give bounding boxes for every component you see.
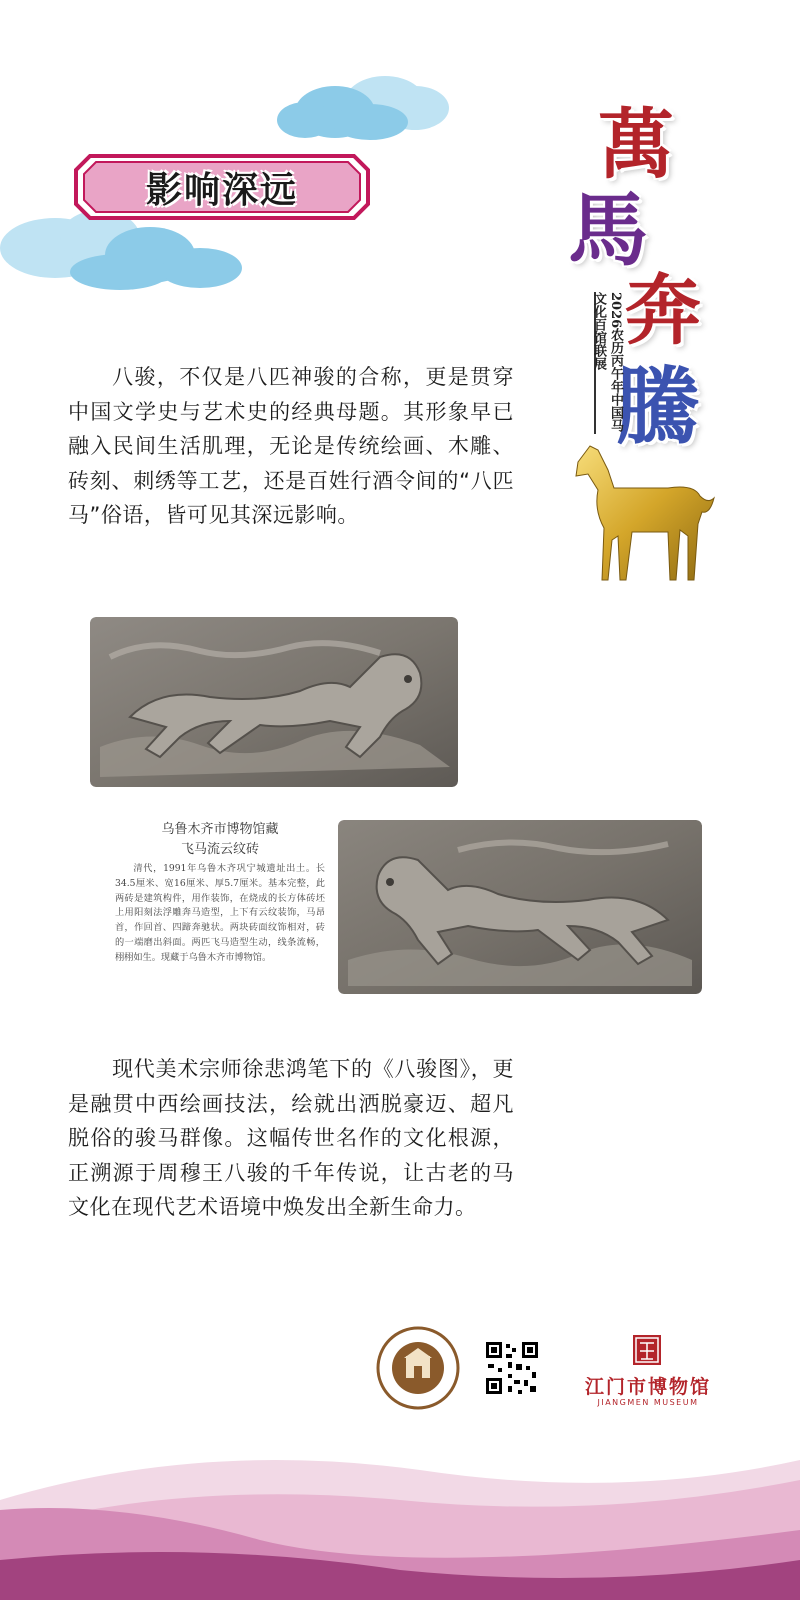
section-title: 影响深远 <box>145 168 298 211</box>
exhibition-title-char-2: 馬 <box>568 183 648 277</box>
artifact-description: 清代，1991年乌鲁木齐巩宁城遗址出土。长34.5厘米、宽16厘米、厚5.7厘米。基本完整，此两砖是建筑构件，用作装饰，在烧成的长方体砖坯上用阳刻法浮雕奔马造型，上下有云纹装饰，马昂首，作回首、四蹄奔驰状。两块砖面纹饰相对，砖的一端磨出斜面。两匹飞马造型生动，线条流畅，栩栩如生。现藏于乌鲁木齐市博物馆。 <box>115 863 325 963</box>
brick-relief-image-2 <box>338 820 702 994</box>
urumqi-museum-logo <box>376 1326 460 1410</box>
qr-code <box>484 1340 540 1396</box>
exhibition-title-char-4: 騰 <box>616 357 701 456</box>
section-title-banner <box>72 152 372 222</box>
artifact-name: 飞马流云纹砖 <box>180 842 259 857</box>
exhibition-title-char-3: 奔 <box>625 266 701 355</box>
intro-paragraph: 八骏，不仅是八匹神骏的合称，更是贯穿中国文学史与艺术史的经典母题。其形象早已融入民间生活肌理，无论是传统绘画、木雕、砖刻、刺绣等工艺，还是百姓行酒令间的“八匹马”俗语，皆可见其深远影响。 <box>68 365 514 527</box>
cloud-top <box>275 72 455 142</box>
brick-relief-image-1 <box>90 617 458 787</box>
artifact-owner: 乌鲁木齐市博物馆藏 <box>161 822 279 837</box>
artifact-caption-title <box>110 820 330 860</box>
decorative-waves <box>0 1440 800 1600</box>
jiangmen-museum-name: 江门市博物馆 <box>584 1376 711 1398</box>
exhibition-subtitle: 2026农历丙午年中国马文化百馆联展 <box>591 292 623 433</box>
exhibition-title-char-1: 萬 <box>598 100 674 189</box>
closing-paragraph: 现代美术宗师徐悲鸿笔下的《八骏图》，更是融贯中西绘画技法，绘就出洒脱豪迈、超凡脱俗的骏马群像。这幅传世名作的文化根源，正溯源于周穆王八骏的千年传说，让古老的马文化在现代艺术语境中焕发出全新生命力。 <box>68 1057 514 1219</box>
jiangmen-museum-name-en: JIANGMEN MUSEUM <box>597 1398 699 1407</box>
jiangmen-museum-seal <box>632 1334 662 1366</box>
golden-horse-image <box>568 440 718 590</box>
